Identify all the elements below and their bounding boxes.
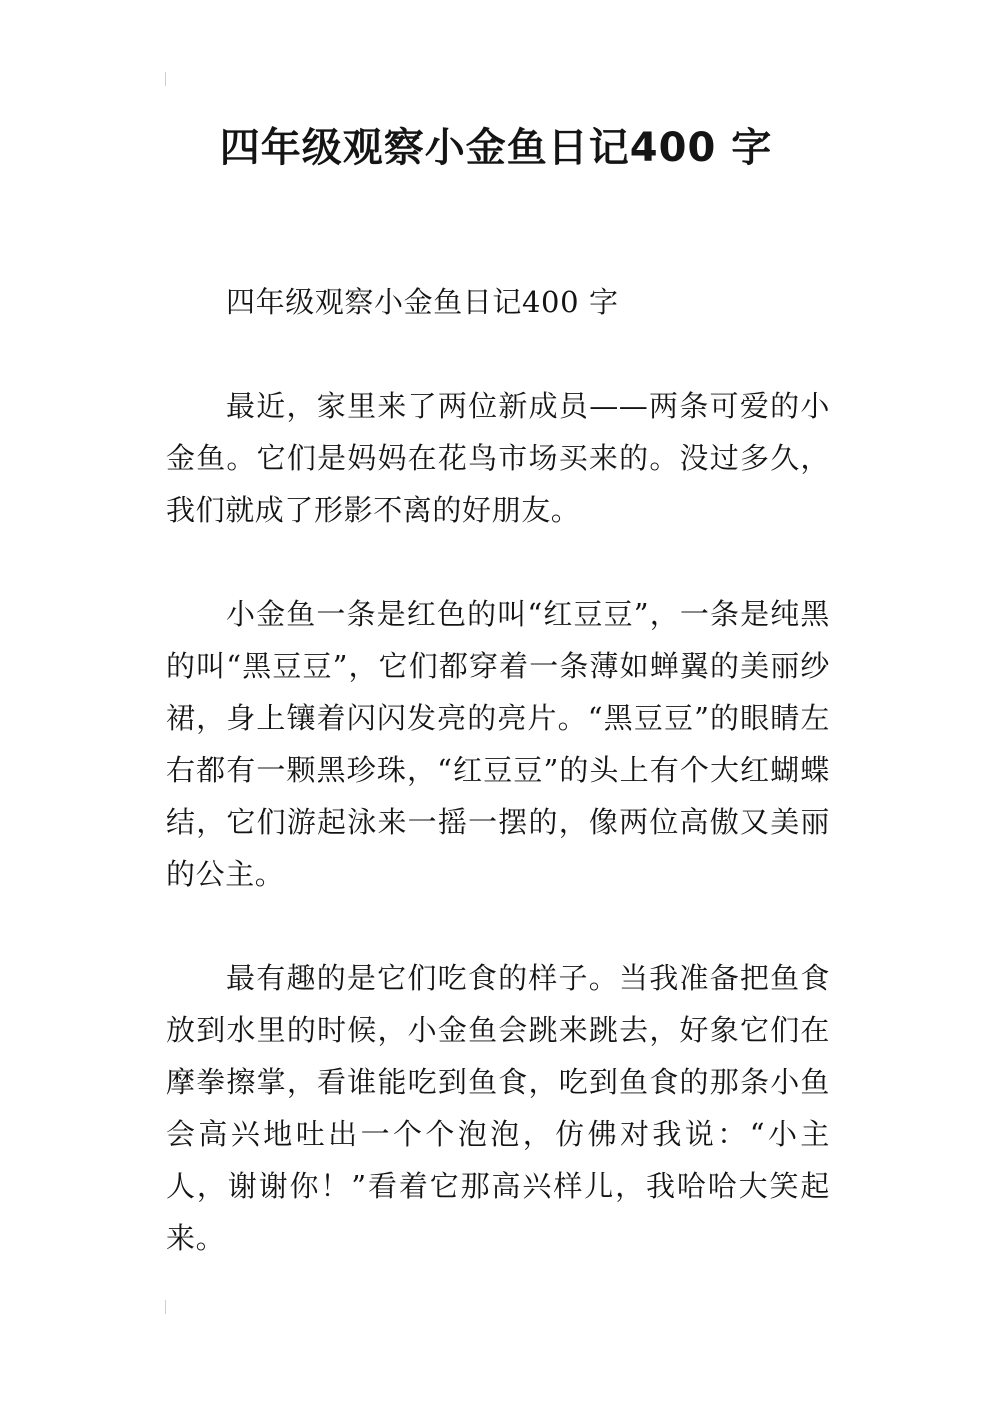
document-title: 四年级观察小金鱼日记400 字: [219, 125, 773, 171]
document-body: [166, 276, 830, 1316]
paragraph-2: 小金鱼一条是红色的叫“红豆豆”，一条是纯黑的叫“黑豆豆”，它们都穿着一条薄如蝉翼的美丽纱裙，身上镶着闪闪发亮的亮片。“黑豆豆”的眼睛左右都有一颗黑珍珠，“红豆豆”的头上有个大红蝴蝶结，它们游起泳来一摇一摆的，像两位高傲又美丽的公主。: [166, 597, 830, 891]
paragraph-3: 最有趣的是它们吃食的样子。当我准备把鱼食放到水里的时候，小金鱼会跳来跳去，好象它们在摩拳擦掌，看谁能吃到鱼食，吃到鱼食的那条小鱼会高兴地吐出一个个泡泡，仿佛对我说：“小主人，谢谢你！”看着它那高兴样儿，我哈哈大笑起来。: [166, 961, 830, 1255]
page-margin-mark-top: [165, 72, 166, 86]
paragraph-1: 最近，家里来了两位新成员——两条可爱的小金鱼。它们是妈妈在花鸟市场买来的。没过多久，我们就成了形影不离的好朋友。: [166, 389, 830, 527]
document-subtitle: 四年级观察小金鱼日记400 字: [226, 285, 619, 319]
